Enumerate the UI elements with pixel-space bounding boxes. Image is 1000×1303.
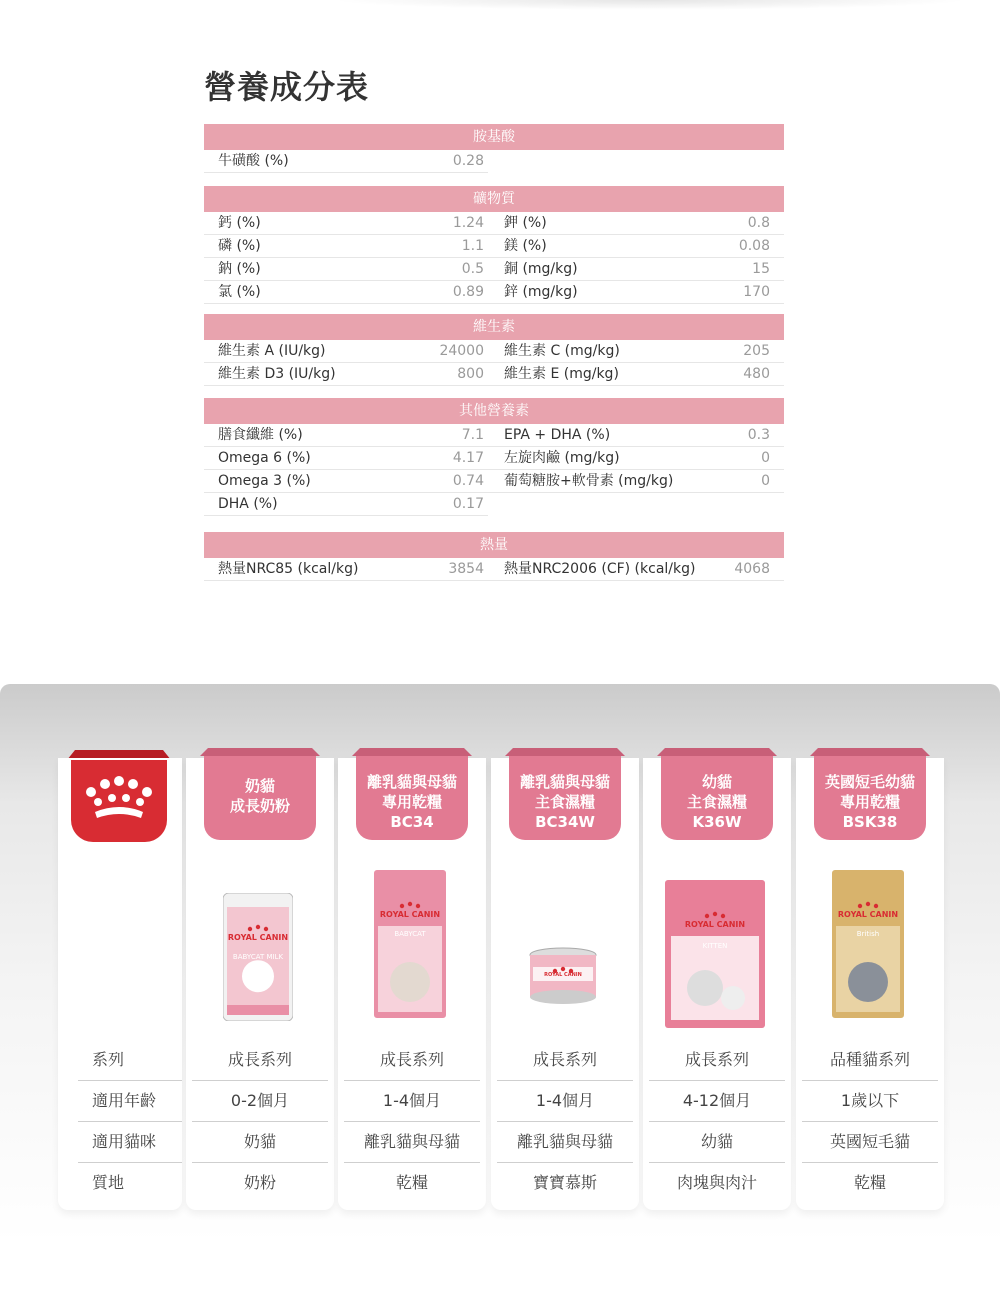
product-image (529, 947, 597, 1005)
table-row (204, 470, 784, 493)
crown-icon (71, 760, 167, 842)
tag-fold (352, 748, 472, 756)
pack-label: BABYCAT (394, 930, 426, 938)
l-name-cell: 氯 (%) (204, 281, 418, 304)
nutrition-table (204, 314, 784, 386)
r-name-cell (488, 493, 712, 516)
l-val-cell: 24000 (418, 340, 488, 363)
table-row (204, 281, 784, 304)
product-tag-line: BSK38 (842, 813, 898, 831)
texture-cell: 乾糧 (395, 1173, 428, 1192)
product-tag-line: 成長奶粉 (229, 797, 290, 815)
table-row (204, 493, 784, 516)
l-val-cell: 1.1 (418, 235, 488, 258)
age-cell: 0-2個月 (192, 1081, 328, 1122)
product-tag-line: 主食濕糧 (534, 793, 595, 811)
table-row (204, 447, 784, 470)
nutrition-table (204, 532, 784, 581)
r-val-cell (712, 150, 784, 173)
l-val-cell: 0.5 (418, 258, 488, 281)
nutrition-table (204, 124, 784, 173)
r-val-cell: 4068 (712, 558, 784, 581)
table-row (204, 258, 784, 281)
pack-label: BABYCAT MILK (232, 953, 284, 961)
table-header: 其他營養素 (204, 398, 784, 424)
cat-cell: 幼貓 (649, 1122, 785, 1163)
r-val-cell: 480 (712, 363, 784, 386)
r-val-cell: 0.3 (712, 424, 784, 447)
cat-cell: 英國短毛貓 (802, 1122, 938, 1163)
l-name-cell: Omega 6 (%) (204, 447, 418, 470)
product-tag-line: 主食濕糧 (686, 793, 747, 811)
product-tag-line: 英國短毛幼貓 (824, 773, 915, 791)
product-tag (204, 756, 316, 840)
pack-brand: ROYAL CANIN (227, 933, 289, 942)
l-val-cell: 0.17 (418, 493, 488, 516)
l-val-cell: 800 (418, 363, 488, 386)
age-cell: 1-4個月 (344, 1081, 480, 1122)
row-label: 適用年齡 (78, 1081, 182, 1122)
age-cell: 1歲以下 (802, 1081, 938, 1122)
l-name-cell: 膳食纖維 (%) (204, 424, 418, 447)
product-tag-line: K36W (692, 813, 742, 831)
product-tag (509, 756, 621, 840)
row-label: 系列 (78, 1040, 182, 1081)
l-name-cell: Omega 3 (%) (204, 470, 418, 493)
cat-cell: 離乳貓與母貓 (344, 1122, 480, 1163)
tag-fold (810, 748, 930, 756)
pack-brand: ROYAL CANIN (379, 910, 441, 919)
product-image (665, 880, 765, 1028)
nutrition-table (204, 398, 784, 516)
r-name-cell: 鉀 (%) (488, 212, 712, 235)
product-tag-line: 專用乾糧 (381, 793, 442, 811)
product-tag (814, 756, 926, 840)
r-val-cell (712, 493, 784, 516)
r-val-cell: 0 (712, 447, 784, 470)
product-tag (661, 756, 773, 840)
l-name-cell: 鈣 (%) (204, 212, 418, 235)
product-tag-line: 離乳貓與母貓 (519, 773, 610, 791)
r-name-cell: 葡萄糖胺+軟骨素 (mg/kg) (488, 470, 712, 493)
cat-cell: 奶貓 (192, 1122, 328, 1163)
table-row (204, 212, 784, 235)
product-tag-line: 幼貓 (701, 773, 732, 791)
r-val-cell: 0.08 (712, 235, 784, 258)
r-name-cell: 維生素 C (mg/kg) (488, 340, 712, 363)
product-tag (356, 756, 468, 840)
r-name-cell: 銅 (mg/kg) (488, 258, 712, 281)
row-label: 適用貓咪 (78, 1122, 182, 1163)
r-name-cell: 鎂 (%) (488, 235, 712, 258)
product-tag-line: BC34 (390, 813, 434, 831)
pack-brand: ROYAL CANIN (837, 910, 899, 919)
product-image (374, 870, 446, 1018)
l-val-cell: 3854 (418, 558, 488, 581)
table-row (204, 363, 784, 386)
series-cell: 成長系列 (192, 1040, 328, 1081)
table-row (204, 424, 784, 447)
pack-label: British (856, 930, 880, 938)
series-cell: 成長系列 (344, 1040, 480, 1081)
series-cell: 成長系列 (497, 1040, 633, 1081)
product-image (832, 870, 904, 1018)
r-name-cell: 維生素 E (mg/kg) (488, 363, 712, 386)
product-tag-line: 奶貓 (244, 777, 275, 795)
product-image (223, 893, 293, 1021)
r-name-cell (488, 150, 712, 173)
table-row (204, 558, 784, 581)
series-cell: 成長系列 (649, 1040, 785, 1081)
pack-brand: ROYAL CANIN (684, 920, 746, 929)
tag-fold (200, 748, 320, 756)
r-val-cell: 170 (712, 281, 784, 304)
l-name-cell: 維生素 A (IU/kg) (204, 340, 418, 363)
table-row (204, 150, 784, 173)
table-header: 礦物質 (204, 186, 784, 212)
series-cell: 品種貓系列 (802, 1040, 938, 1081)
table-row (204, 340, 784, 363)
royal-canin-logo (71, 760, 167, 842)
r-val-cell: 0 (712, 470, 784, 493)
product-tag-line: 專用乾糧 (839, 793, 900, 811)
texture-cell: 奶粉 (243, 1173, 276, 1192)
l-val-cell: 0.74 (418, 470, 488, 493)
r-val-cell: 0.8 (712, 212, 784, 235)
r-val-cell: 205 (712, 340, 784, 363)
pack-label: KITTEN (702, 942, 728, 950)
r-val-cell: 15 (712, 258, 784, 281)
tag-fold (505, 748, 625, 756)
r-name-cell: EPA + DHA (%) (488, 424, 712, 447)
table-header: 胺基酸 (204, 124, 784, 150)
table-row (204, 235, 784, 258)
l-val-cell: 4.17 (418, 447, 488, 470)
product-tag-line: 離乳貓與母貓 (366, 773, 457, 791)
tag-fold (657, 748, 777, 756)
page-title: 營養成分表 (204, 68, 370, 106)
l-name-cell: 鈉 (%) (204, 258, 418, 281)
product-tag-line: BC34W (535, 813, 595, 831)
table-header: 維生素 (204, 314, 784, 340)
cat-cell: 離乳貓與母貓 (497, 1122, 633, 1163)
top-shadow (330, 0, 970, 10)
l-name-cell: 磷 (%) (204, 235, 418, 258)
l-name-cell: 牛磺酸 (%) (204, 150, 418, 173)
l-name-cell: DHA (%) (204, 493, 418, 516)
age-cell: 1-4個月 (497, 1081, 633, 1122)
texture-cell: 寶寶慕斯 (532, 1173, 597, 1192)
l-val-cell: 0.89 (418, 281, 488, 304)
l-name-cell: 維生素 D3 (IU/kg) (204, 363, 418, 386)
l-name-cell: 熱量NRC85 (kcal/kg) (204, 558, 418, 581)
table-header: 熱量 (204, 532, 784, 558)
nutrition-table (204, 186, 784, 304)
texture-cell: 乾糧 (853, 1173, 886, 1192)
l-val-cell: 1.24 (418, 212, 488, 235)
row-label: 質地 (92, 1173, 125, 1192)
pack-brand: ROYAL CANIN (544, 972, 582, 978)
r-name-cell: 熱量NRC2006 (CF) (kcal/kg) (488, 558, 712, 581)
r-name-cell: 左旋肉鹼 (mg/kg) (488, 447, 712, 470)
r-name-cell: 鋅 (mg/kg) (488, 281, 712, 304)
age-cell: 4-12個月 (649, 1081, 785, 1122)
l-val-cell: 7.1 (418, 424, 488, 447)
l-val-cell: 0.28 (418, 150, 488, 173)
texture-cell: 肉塊與肉汁 (676, 1173, 757, 1192)
